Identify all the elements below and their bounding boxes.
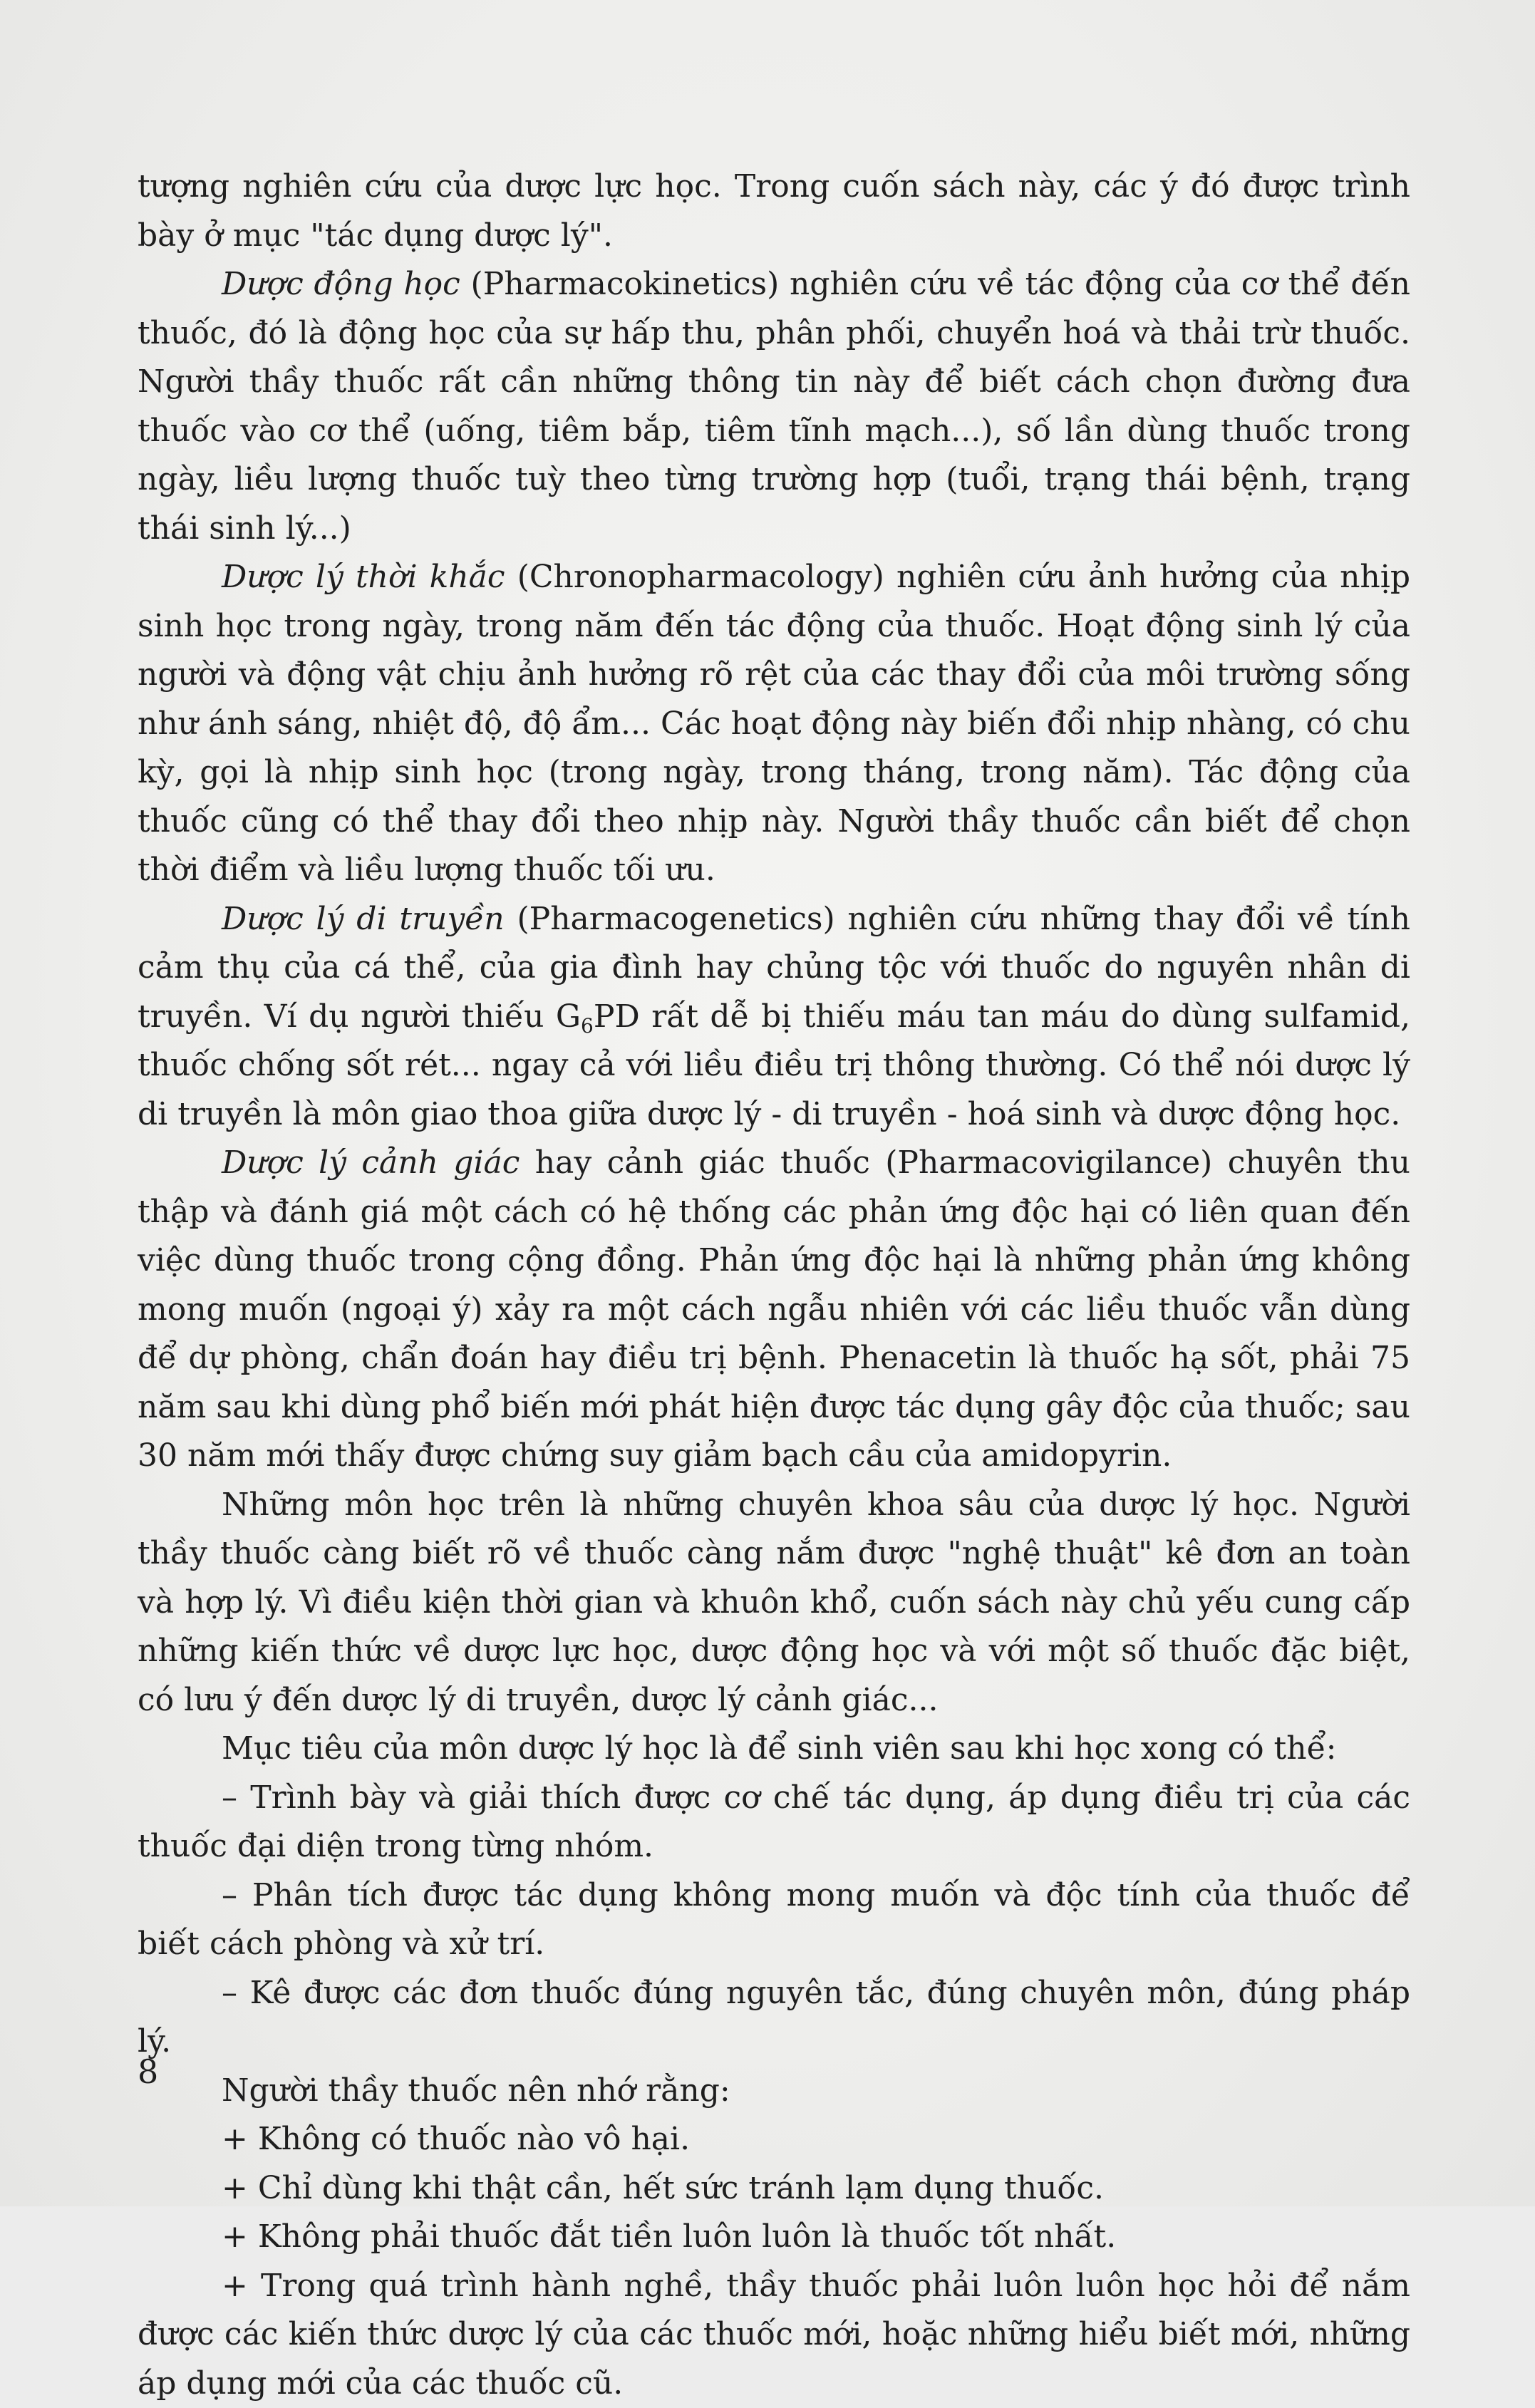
paragraph-text: tượng nghiên cứu của dược lực học. Trong cuốn sách này, các ý đó được trình bày ở mục "tác dụng dược lý". (138, 168, 1410, 254)
paragraph-continuation (138, 162, 1410, 260)
term-pharmacogenetics: Dược lý di truyền (222, 901, 505, 937)
reminder-item (138, 2115, 1410, 2164)
objective-item (138, 1774, 1410, 1871)
reminder-item (138, 2164, 1410, 2213)
objective-text: – Trình bày và giải thích được cơ chế tác dụng, áp dụng điều trị của các thuốc đại diện trong từng nhóm. (138, 1779, 1410, 1865)
paragraph-pharmacogenetics (138, 895, 1410, 1140)
paragraph-text: hay cảnh giác thuốc (Pharmacovigilance) chuyên thu thập và đánh giá một cách có hệ thống các phản ứng độc hại có liên quan đến việc dùng thuốc trong cộng đồng. Phản ứng độc hại là những phản ứng không mong muốn (ngoại ý) xảy ra một cách ngẫu nhiên với các liều thuốc vẫn dùng để dự phòng, chẩn đoán hay điều trị bệnh. Phenacetin là thuốc hạ sốt, phải 75 năm sau khi dùng phổ biến mới phát hiện được tác dụng gây độc của thuốc; sau 30 năm mới thấy được chứng suy giảm bạch cầu của amidopyrin. (138, 1144, 1410, 1474)
paragraph-objectives-intro (138, 1725, 1410, 1774)
paragraph-chronopharmacology (138, 553, 1410, 895)
page-number: 8 (138, 2052, 158, 2091)
term-pharmacokinetics: Dược động học (222, 266, 460, 302)
reminder-text: + Chỉ dùng khi thật cần, hết sức tránh lạm dụng thuốc. (222, 2170, 1104, 2206)
paragraph-specialties (138, 1481, 1410, 1725)
term-pharmacovigilance: Dược lý cảnh giác (222, 1144, 520, 1181)
paragraph-pharmacovigilance (138, 1139, 1410, 1481)
paragraph-text: Người thầy thuốc nên nhớ rằng: (222, 2072, 730, 2109)
subscript: 6 (581, 1014, 594, 1038)
reminder-text: + Trong quá trình hành nghề, thầy thuốc phải luôn luôn học hỏi để nắm được các kiến thức dược lý của các thuốc mới, hoặc những hiểu biết mới, những áp dụng mới của các thuốc cũ. (138, 2268, 1410, 2402)
term-chronopharmacology: Dược lý thời khắc (222, 559, 505, 595)
paragraph-text: (Chronopharmacology) nghiên cứu ảnh hưởng của nhịp sinh học trong ngày, trong năm đến tác động của thuốc. Hoạt động sinh lý của người và động vật chịu ảnh hưởng rõ rệt của các thay đổi của môi trường sống như ánh sáng, nhiệt độ, độ ẩm... Các hoạt động này biến đổi nhịp nhàng, có chu kỳ, gọi là nhịp sinh học (trong ngày, trong tháng, trong năm). Tác động của thuốc cũng có thể thay đổi theo nhịp này. Người thầy thuốc cần biết để chọn thời điểm và liều lượng thuốc tối ưu. (138, 559, 1410, 888)
reminder-text: + Không phải thuốc đắt tiền luôn luôn là thuốc tốt nhất. (222, 2218, 1116, 2255)
reminder-item (138, 2213, 1410, 2262)
reminder-item (138, 2262, 1410, 2408)
objective-text: – Kê được các đơn thuốc đúng nguyên tắc, đúng chuyên môn, đúng pháp lý. (138, 1975, 1410, 2060)
paragraph-text: Mục tiêu của môn dược lý học là để sinh viên sau khi học xong có thể: (222, 1730, 1336, 1767)
paragraph-text: PD rất dễ bị thiếu máu tan máu do dùng sulfamid, thuốc chống sốt rét... ngay cả với liều điều trị thông thường. Có thể nói dược lý di truyền là môn giao thoa giữa dược lý - di truyền - hoá sinh và dược động học. (138, 998, 1410, 1132)
paragraph-text: (Pharmacogenetics) nghiên cứu những thay đổi về tính cảm thụ của cá thể, của gia đình hay chủng tộc với thuốc do nguyên nhân di truyền. Ví dụ người thiếu G (138, 901, 1410, 1035)
reminder-text: + Không có thuốc nào vô hại. (222, 2121, 690, 2157)
objective-text: – Phân tích được tác dụng không mong muốn và độc tính của thuốc để biết cách phòng và xử trí. (138, 1877, 1410, 1963)
body-text (138, 162, 1410, 2408)
paragraph-text: (Pharmacokinetics) nghiên cứu về tác động của cơ thể đến thuốc, đó là động học của sự hấp thu, phân phối, chuyển hoá và thải trừ thuốc. Người thầy thuốc rất cần những thông tin này để biết cách chọn đường đưa thuốc vào cơ thể (uống, tiêm bắp, tiêm tĩnh mạch...), số lần dùng thuốc trong ngày, liều lượng thuốc tuỳ theo từng trường hợp (tuổi, trạng thái bệnh, trạng thái sinh lý...) (138, 266, 1410, 547)
paragraph-reminder-intro (138, 2067, 1410, 2116)
objective-item (138, 1871, 1410, 1969)
paragraph-text: Những môn học trên là những chuyên khoa sâu của dược lý học. Người thầy thuốc càng biết rõ về thuốc càng nắm được "nghệ thuật" kê đơn an toàn và hợp lý. Vì điều kiện thời gian và khuôn khổ, cuốn sách này chủ yếu cung cấp những kiến thức về dược lực học, dược động học và với một số thuốc đặc biệt, có lưu ý đến dược lý di truyền, dược lý cảnh giác... (138, 1487, 1410, 1718)
objective-item (138, 1969, 1410, 2067)
paragraph-pharmacokinetics (138, 260, 1410, 553)
